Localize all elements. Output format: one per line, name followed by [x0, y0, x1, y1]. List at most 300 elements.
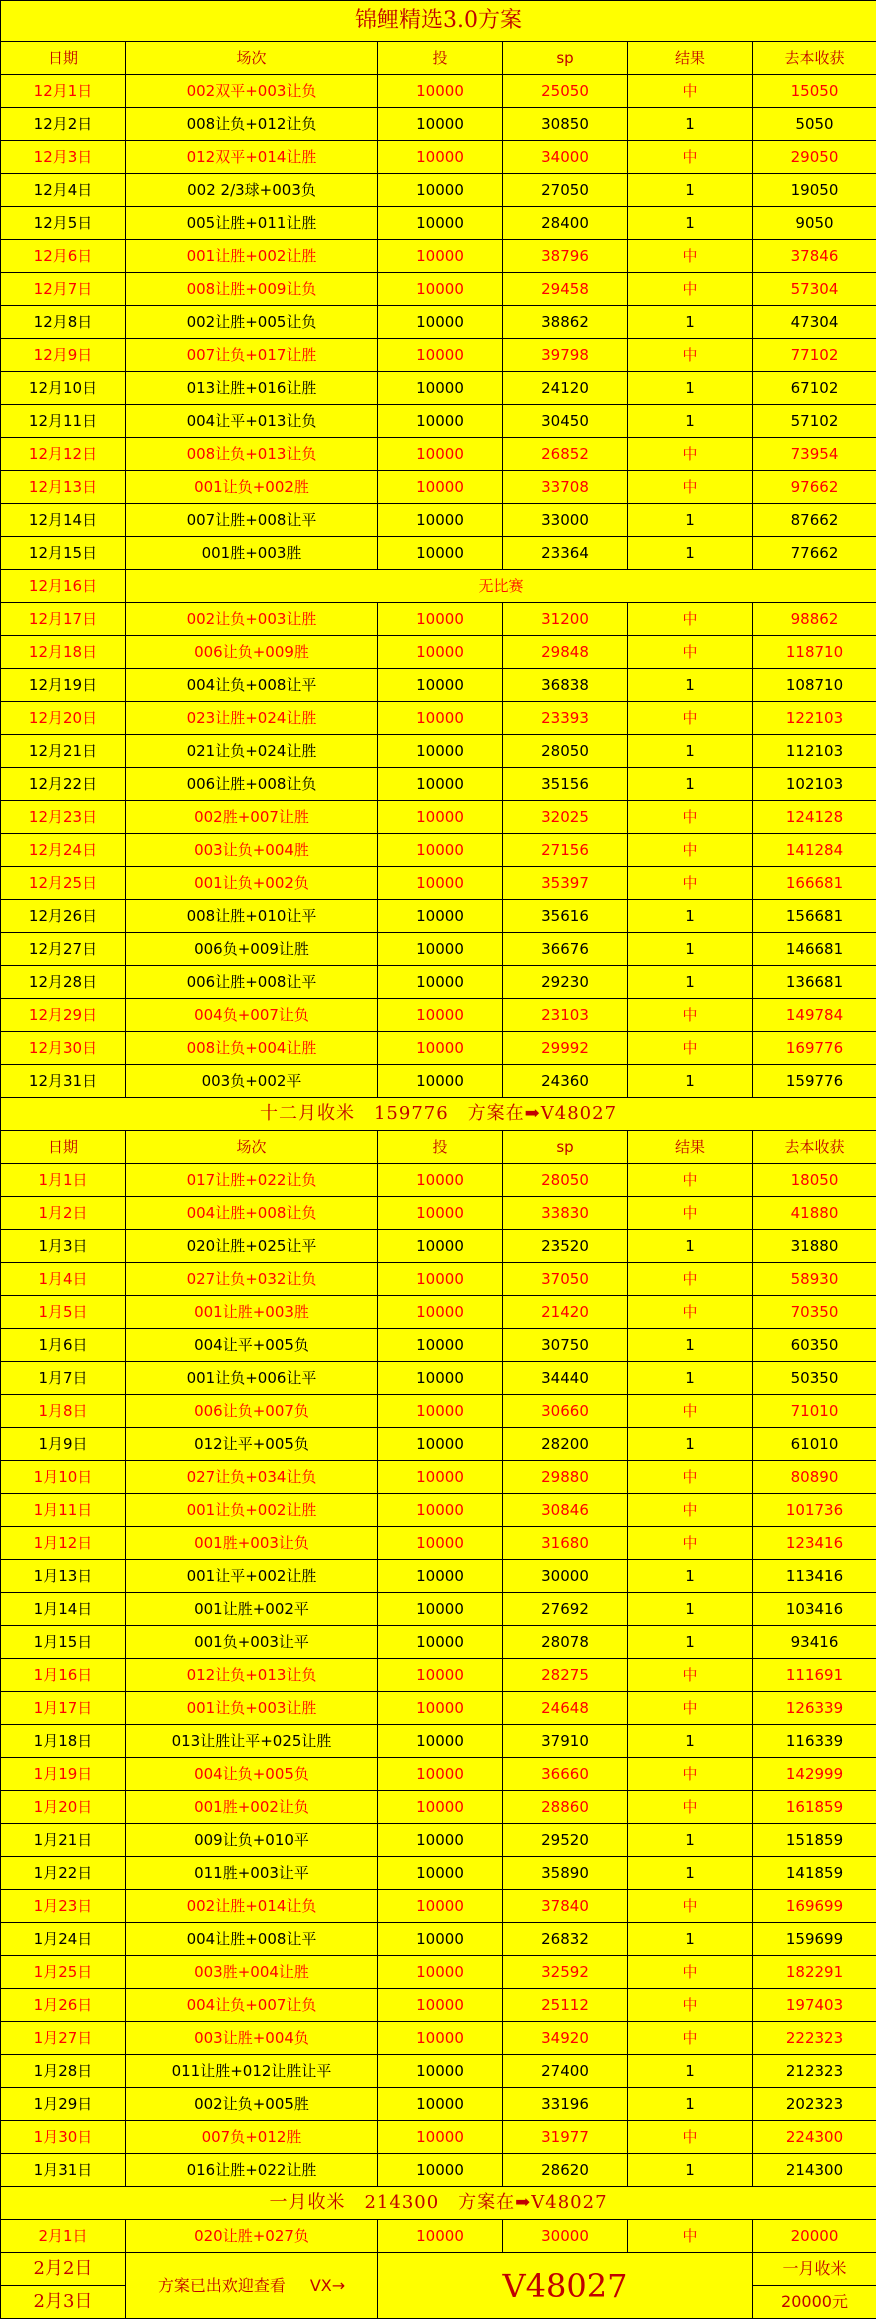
column-header: 结果: [628, 42, 753, 75]
profit-cell: 141859: [753, 1857, 876, 1890]
match-cell: 006让胜+008让负: [126, 768, 378, 801]
result-cell: 中: [628, 2121, 753, 2154]
date-cell: 12月31日: [1, 1065, 126, 1098]
stake-cell: 10000: [378, 537, 503, 570]
table-row: [1, 669, 876, 702]
date-cell: 12月5日: [1, 207, 126, 240]
result-cell: 中: [628, 1659, 753, 1692]
sp-cell: 27400: [503, 2055, 628, 2088]
date-cell: 12月26日: [1, 900, 126, 933]
profit-cell: 57304: [753, 273, 876, 306]
sp-cell: 31680: [503, 1527, 628, 1560]
date-cell: 1月8日: [1, 1395, 126, 1428]
match-cell: 002让负+005胜: [126, 2088, 378, 2121]
match-cell: 002双平+003让负: [126, 75, 378, 108]
result-cell: 1: [628, 306, 753, 339]
sp-cell: 39798: [503, 339, 628, 372]
stake-cell: 10000: [378, 2055, 503, 2088]
date-cell: 12月6日: [1, 240, 126, 273]
stake-cell: 10000: [378, 471, 503, 504]
match-cell: 008让负+004让胜: [126, 1032, 378, 1065]
profit-cell: 41880: [753, 1197, 876, 1230]
stake-cell: 10000: [378, 1164, 503, 1197]
match-cell: 001让胜+002让胜: [126, 240, 378, 273]
table-row: [1, 900, 876, 933]
sp-cell: 24120: [503, 372, 628, 405]
stake-cell: 10000: [378, 1065, 503, 1098]
profit-cell: 112103: [753, 735, 876, 768]
stake-cell: 10000: [378, 999, 503, 1032]
match-cell: 013让胜+016让胜: [126, 372, 378, 405]
result-cell: 1: [628, 504, 753, 537]
footer-label: 一月收米: [753, 2253, 876, 2286]
profit-cell: 98862: [753, 603, 876, 636]
stake-cell: 10000: [378, 2121, 503, 2154]
result-cell: 中: [628, 471, 753, 504]
profit-cell: 70350: [753, 1296, 876, 1329]
date-cell: 1月23日: [1, 1890, 126, 1923]
match-cell: 003让胜+004负: [126, 2022, 378, 2055]
table-row: [1, 1032, 876, 1065]
stake-cell: 10000: [378, 1395, 503, 1428]
table-row: [1, 1758, 876, 1791]
result-cell: 1: [628, 900, 753, 933]
match-cell: 001让胜+002平: [126, 1593, 378, 1626]
sp-cell: 36676: [503, 933, 628, 966]
profit-cell: 169699: [753, 1890, 876, 1923]
result-cell: 中: [628, 702, 753, 735]
footer-note-arrow: VX→: [310, 2276, 345, 2295]
stake-cell: 10000: [378, 1329, 503, 1362]
result-cell: 中: [628, 999, 753, 1032]
stake-cell: 10000: [378, 75, 503, 108]
table-row: [1, 834, 876, 867]
table-row: [1, 570, 876, 603]
stake-cell: 10000: [378, 1626, 503, 1659]
profit-cell: 212323: [753, 2055, 876, 2088]
table-row: [1, 174, 876, 207]
date-cell: 12月27日: [1, 933, 126, 966]
match-cell: 008让负+013让负: [126, 438, 378, 471]
stake-cell: 10000: [378, 1725, 503, 1758]
sp-cell: 33830: [503, 1197, 628, 1230]
table-row: [1, 405, 876, 438]
result-cell: 中: [628, 273, 753, 306]
stake-cell: 10000: [378, 1560, 503, 1593]
table-row: [1, 1197, 876, 1230]
date-cell: 12月15日: [1, 537, 126, 570]
match-cell: 001让负+003让胜: [126, 1692, 378, 1725]
column-header: 日期: [1, 1131, 126, 1164]
stake-cell: 10000: [378, 603, 503, 636]
stake-cell: 10000: [378, 1230, 503, 1263]
table-row: [1, 471, 876, 504]
sp-cell: 31200: [503, 603, 628, 636]
stake-cell: 10000: [378, 1692, 503, 1725]
date-cell: 12月13日: [1, 471, 126, 504]
result-cell: 中: [628, 438, 753, 471]
result-cell: 中: [628, 603, 753, 636]
match-cell: 007负+012胜: [126, 2121, 378, 2154]
date-cell: 12月16日: [1, 570, 126, 603]
match-cell: 007让负+017让胜: [126, 339, 378, 372]
stake-cell: 10000: [378, 273, 503, 306]
date-cell: 1月5日: [1, 1296, 126, 1329]
profit-cell: 116339: [753, 1725, 876, 1758]
match-cell: 021让负+024让胜: [126, 735, 378, 768]
table-row: [1, 2055, 876, 2088]
table-row: [1, 1164, 876, 1197]
date-cell: 1月17日: [1, 1692, 126, 1725]
date-cell: 12月8日: [1, 306, 126, 339]
column-header: 投: [378, 42, 503, 75]
profit-cell: 37846: [753, 240, 876, 273]
sp-cell: 30660: [503, 1395, 628, 1428]
summary-text: 一月收米 214300 方案在➡V48027: [1, 2187, 876, 2220]
match-cell: 011胜+003让平: [126, 1857, 378, 1890]
result-cell: 中: [628, 1692, 753, 1725]
column-header: 场次: [126, 1131, 378, 1164]
stake-cell: 10000: [378, 735, 503, 768]
profit-cell: 102103: [753, 768, 876, 801]
stake-cell: 10000: [378, 372, 503, 405]
match-cell: 008让负+012让负: [126, 108, 378, 141]
match-cell: 003让负+004胜: [126, 834, 378, 867]
stake-cell: 10000: [378, 2088, 503, 2121]
date-cell: 12月9日: [1, 339, 126, 372]
sp-cell: 28200: [503, 1428, 628, 1461]
profit-cell: 80890: [753, 1461, 876, 1494]
match-cell: 008让胜+010让平: [126, 900, 378, 933]
match-cell: 007让胜+008让平: [126, 504, 378, 537]
stake-cell: 10000: [378, 1296, 503, 1329]
table-row: [1, 1791, 876, 1824]
date-cell: 12月22日: [1, 768, 126, 801]
profit-cell: 15050: [753, 75, 876, 108]
stake-cell: 10000: [378, 207, 503, 240]
footer-date: 2月2日: [1, 2253, 126, 2286]
column-header: sp: [503, 42, 628, 75]
sp-cell: 27050: [503, 174, 628, 207]
stake-cell: 10000: [378, 1428, 503, 1461]
date-cell: 12月10日: [1, 372, 126, 405]
footer-code: V48027: [378, 2253, 753, 2319]
table-row: [1, 1296, 876, 1329]
profit-cell: 214300: [753, 2154, 876, 2187]
result-cell: 1: [628, 2055, 753, 2088]
sp-cell: 38862: [503, 306, 628, 339]
profit-cell: 9050: [753, 207, 876, 240]
date-cell: 12月4日: [1, 174, 126, 207]
profit-cell: 19050: [753, 174, 876, 207]
sp-cell: 28050: [503, 735, 628, 768]
date-cell: 12月1日: [1, 75, 126, 108]
column-header: 去本收获: [753, 42, 876, 75]
sp-cell: 35616: [503, 900, 628, 933]
date-cell: 12月30日: [1, 1032, 126, 1065]
profit-cell: 87662: [753, 504, 876, 537]
date-cell: 1月11日: [1, 1494, 126, 1527]
sp-cell: 29848: [503, 636, 628, 669]
sp-cell: 29230: [503, 966, 628, 999]
match-cell: 027让负+032让负: [126, 1263, 378, 1296]
date-cell: 1月30日: [1, 2121, 126, 2154]
table-row: [1, 1857, 876, 1890]
result-cell: 中: [628, 1527, 753, 1560]
date-cell: 12月3日: [1, 141, 126, 174]
stake-cell: 10000: [378, 306, 503, 339]
match-cell: 001让负+006让平: [126, 1362, 378, 1395]
match-cell: 003负+002平: [126, 1065, 378, 1098]
profit-cell: 123416: [753, 1527, 876, 1560]
profit-cell: 77662: [753, 537, 876, 570]
table-row: [1, 1956, 876, 1989]
result-cell: 中: [628, 339, 753, 372]
table-row: [1, 1065, 876, 1098]
table-row: [1, 1527, 876, 1560]
sp-cell: 34000: [503, 141, 628, 174]
result-cell: 中: [628, 1296, 753, 1329]
sp-cell: 23520: [503, 1230, 628, 1263]
match-cell: 004让平+013让负: [126, 405, 378, 438]
column-header: sp: [503, 1131, 628, 1164]
table-row: [1, 1461, 876, 1494]
sp-cell: 25050: [503, 75, 628, 108]
date-cell: 1月2日: [1, 1197, 126, 1230]
table-row: [1, 141, 876, 174]
table-row: [1, 2088, 876, 2121]
sp-cell: 28078: [503, 1626, 628, 1659]
result-cell: 1: [628, 966, 753, 999]
column-header-row: [1, 42, 876, 75]
date-cell: 1月18日: [1, 1725, 126, 1758]
date-cell: 1月26日: [1, 1989, 126, 2022]
result-cell: 1: [628, 1824, 753, 1857]
result-cell: 中: [628, 1791, 753, 1824]
sp-cell: 29520: [503, 1824, 628, 1857]
date-cell: 12月23日: [1, 801, 126, 834]
date-cell: 12月2日: [1, 108, 126, 141]
date-cell: 1月25日: [1, 1956, 126, 1989]
profit-cell: 103416: [753, 1593, 876, 1626]
date-cell: 1月10日: [1, 1461, 126, 1494]
result-cell: 中: [628, 801, 753, 834]
footer-amount: 20000元: [753, 2286, 876, 2319]
match-cell: 012双平+014让胜: [126, 141, 378, 174]
sp-cell: 33708: [503, 471, 628, 504]
match-cell: 001胜+002让负: [126, 1791, 378, 1824]
table-row: [1, 240, 876, 273]
match-cell: 009让负+010平: [126, 1824, 378, 1857]
result-cell: 1: [628, 1230, 753, 1263]
table-row: [1, 1725, 876, 1758]
date-cell: 1月13日: [1, 1560, 126, 1593]
footer-note: [126, 2253, 378, 2319]
date-cell: 12月20日: [1, 702, 126, 735]
profit-cell: 142999: [753, 1758, 876, 1791]
date-cell: 12月21日: [1, 735, 126, 768]
profit-cell: 71010: [753, 1395, 876, 1428]
match-cell: 002胜+007让胜: [126, 801, 378, 834]
table-row: [1, 2022, 876, 2055]
match-cell: 011让胜+012让胜让平: [126, 2055, 378, 2088]
sp-cell: 26852: [503, 438, 628, 471]
stake-cell: 10000: [378, 834, 503, 867]
table-row: [1, 735, 876, 768]
stake-cell: 10000: [378, 1197, 503, 1230]
date-cell: 1月31日: [1, 2154, 126, 2187]
table-row: [1, 108, 876, 141]
profit-cell: 67102: [753, 372, 876, 405]
profit-cell: 101736: [753, 1494, 876, 1527]
stake-cell: 10000: [378, 1659, 503, 1692]
table-row: [1, 636, 876, 669]
result-cell: 中: [628, 1164, 753, 1197]
profit-cell: 136681: [753, 966, 876, 999]
column-header: 日期: [1, 42, 126, 75]
date-cell: 1月22日: [1, 1857, 126, 1890]
date-cell: 1月7日: [1, 1362, 126, 1395]
table-row: [1, 1263, 876, 1296]
table-row: [1, 1989, 876, 2022]
stake-cell: 10000: [378, 1263, 503, 1296]
result-cell: 中: [628, 834, 753, 867]
match-cell: 001胜+003胜: [126, 537, 378, 570]
profit-cell: 166681: [753, 867, 876, 900]
profit-cell: 61010: [753, 1428, 876, 1461]
stake-cell: 10000: [378, 2022, 503, 2055]
sp-cell: 30000: [503, 1560, 628, 1593]
date-cell: 1月28日: [1, 2055, 126, 2088]
date-cell: 12月28日: [1, 966, 126, 999]
date-cell: 1月27日: [1, 2022, 126, 2055]
date-cell: 12月29日: [1, 999, 126, 1032]
profit-cell: 146681: [753, 933, 876, 966]
result-cell: 1: [628, 372, 753, 405]
sp-cell: 32592: [503, 1956, 628, 1989]
stake-cell: 10000: [378, 1362, 503, 1395]
match-cell: 027让负+034让负: [126, 1461, 378, 1494]
profit-cell: 159699: [753, 1923, 876, 1956]
date-cell: 12月14日: [1, 504, 126, 537]
table-row: [1, 867, 876, 900]
table-row: [1, 2154, 876, 2187]
date-cell: 1月15日: [1, 1626, 126, 1659]
match-cell: 002让胜+014让负: [126, 1890, 378, 1923]
match-cell: 004让负+007让负: [126, 1989, 378, 2022]
sp-cell: 33000: [503, 504, 628, 537]
profit-cell: 97662: [753, 471, 876, 504]
match-cell: 002 2/3球+003负: [126, 174, 378, 207]
table-row: [1, 1560, 876, 1593]
stake-cell: 10000: [378, 636, 503, 669]
result-cell: 1: [628, 1560, 753, 1593]
sp-cell: 35156: [503, 768, 628, 801]
date-cell: 1月1日: [1, 1164, 126, 1197]
table-row: [1, 2220, 876, 2253]
table-row: [1, 207, 876, 240]
result-cell: 1: [628, 1362, 753, 1395]
sp-cell: 30000: [503, 2220, 628, 2253]
sp-cell: 30850: [503, 108, 628, 141]
match-cell: 016让胜+022让胜: [126, 2154, 378, 2187]
match-cell: 023让胜+024让胜: [126, 702, 378, 735]
table-row: [1, 273, 876, 306]
stake-cell: 10000: [378, 669, 503, 702]
profit-cell: 122103: [753, 702, 876, 735]
match-cell: 017让胜+022让负: [126, 1164, 378, 1197]
column-header: 去本收获: [753, 1131, 876, 1164]
stake-cell: 10000: [378, 1461, 503, 1494]
result-cell: 中: [628, 1890, 753, 1923]
match-cell: 012让负+013让负: [126, 1659, 378, 1692]
column-header: 结果: [628, 1131, 753, 1164]
table-row: [1, 306, 876, 339]
january-summary-row: [1, 2187, 876, 2220]
result-cell: 1: [628, 768, 753, 801]
result-cell: 中: [628, 1395, 753, 1428]
match-cell: 001让负+002负: [126, 867, 378, 900]
result-cell: 1: [628, 2088, 753, 2121]
profit-cell: 197403: [753, 1989, 876, 2022]
page-title: 锦鲤精选3.0方案: [1, 1, 876, 42]
sp-cell: 38796: [503, 240, 628, 273]
table-row: [1, 2121, 876, 2154]
profit-cell: 77102: [753, 339, 876, 372]
column-header: 场次: [126, 42, 378, 75]
profit-cell: 151859: [753, 1824, 876, 1857]
profit-cell: 224300: [753, 2121, 876, 2154]
date-cell: 1月16日: [1, 1659, 126, 1692]
sp-cell: 37910: [503, 1725, 628, 1758]
match-cell: 020让胜+025让平: [126, 1230, 378, 1263]
sp-cell: 25112: [503, 1989, 628, 2022]
result-cell: 1: [628, 108, 753, 141]
date-cell: 12月11日: [1, 405, 126, 438]
table-row: [1, 933, 876, 966]
result-cell: 中: [628, 867, 753, 900]
sp-cell: 24648: [503, 1692, 628, 1725]
table-row: [1, 801, 876, 834]
result-cell: 1: [628, 1725, 753, 1758]
sp-cell: 34920: [503, 2022, 628, 2055]
profit-cell: 29050: [753, 141, 876, 174]
sp-cell: 24360: [503, 1065, 628, 1098]
match-cell: 001让负+002让胜: [126, 1494, 378, 1527]
result-cell: 1: [628, 1857, 753, 1890]
result-cell: 中: [628, 240, 753, 273]
table-row: [1, 603, 876, 636]
profit-cell: 50350: [753, 1362, 876, 1395]
table-row: [1, 504, 876, 537]
match-cell: 005让胜+011让胜: [126, 207, 378, 240]
stake-cell: 10000: [378, 1527, 503, 1560]
result-cell: 1: [628, 1626, 753, 1659]
sp-cell: 35397: [503, 867, 628, 900]
footer-note-text: 方案已出欢迎查看: [158, 2276, 286, 2295]
stake-cell: 10000: [378, 1956, 503, 1989]
table-row: [1, 537, 876, 570]
result-cell: 1: [628, 405, 753, 438]
profit-cell: 111691: [753, 1659, 876, 1692]
sp-cell: 23103: [503, 999, 628, 1032]
table-row: [1, 339, 876, 372]
result-cell: 1: [628, 933, 753, 966]
stake-cell: 10000: [378, 1593, 503, 1626]
table-row: [1, 1626, 876, 1659]
result-cell: 1: [628, 1923, 753, 1956]
table-row: [1, 75, 876, 108]
